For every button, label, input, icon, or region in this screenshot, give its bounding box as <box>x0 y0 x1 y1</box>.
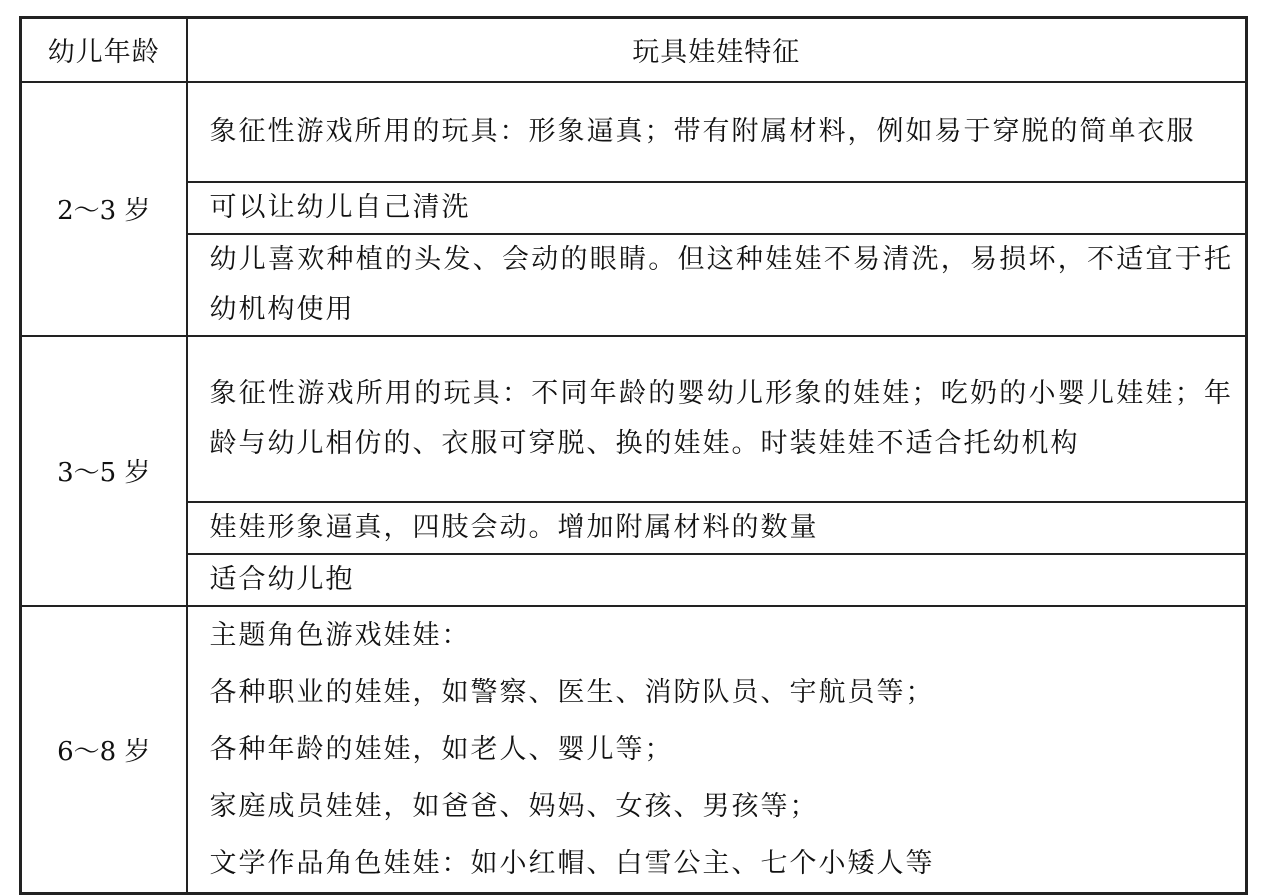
feature-cell: 幼儿喜欢种植的头发、会动的眼睛。但这种娃娃不易清洗，易损坏，不适宜于托幼机构使用 <box>187 234 1247 336</box>
header-features: 玩具娃娃特征 <box>187 18 1247 82</box>
age-cell: 3～5 岁 <box>21 336 187 606</box>
table-row <box>21 234 1247 336</box>
header-row <box>21 18 1247 82</box>
feature-cell <box>187 606 1247 894</box>
table-row <box>21 502 1247 554</box>
feature-cell: 可以让幼儿自己清洗 <box>187 182 1247 234</box>
table-row <box>21 336 1247 502</box>
feature-line: 文学作品角色娃娃：如小红帽、白雪公主、七个小矮人等 <box>209 847 935 879</box>
feature-line: 家庭成员娃娃，如爸爸、妈妈、女孩、男孩等； <box>209 790 819 822</box>
age-cell: 6～8 岁 <box>21 606 187 894</box>
table-row <box>21 554 1247 606</box>
table-row <box>21 182 1247 234</box>
feature-cell: 象征性游戏所用的玩具：形象逼真；带有附属材料，例如易于穿脱的简单衣服 <box>187 82 1247 182</box>
table-row <box>21 606 1247 894</box>
doll-features-table <box>19 16 1248 895</box>
feature-line: 各种年龄的娃娃，如老人、婴儿等； <box>209 733 674 765</box>
age-cell: 2～3 岁 <box>21 82 187 336</box>
feature-cell: 娃娃形象逼真，四肢会动。增加附属材料的数量 <box>187 502 1247 554</box>
feature-line: 各种职业的娃娃，如警察、医生、消防队员、宇航员等； <box>209 676 935 708</box>
feature-line: 主题角色游戏娃娃： <box>209 619 471 651</box>
feature-cell: 象征性游戏所用的玩具：不同年龄的婴幼儿形象的娃娃；吃奶的小婴儿娃娃；年龄与幼儿相仿的、衣服可穿脱、换的娃娃。时装娃娃不适合托幼机构 <box>187 336 1247 502</box>
table-row <box>21 82 1247 182</box>
header-age: 幼儿年龄 <box>21 18 187 82</box>
feature-cell: 适合幼儿抱 <box>187 554 1247 606</box>
